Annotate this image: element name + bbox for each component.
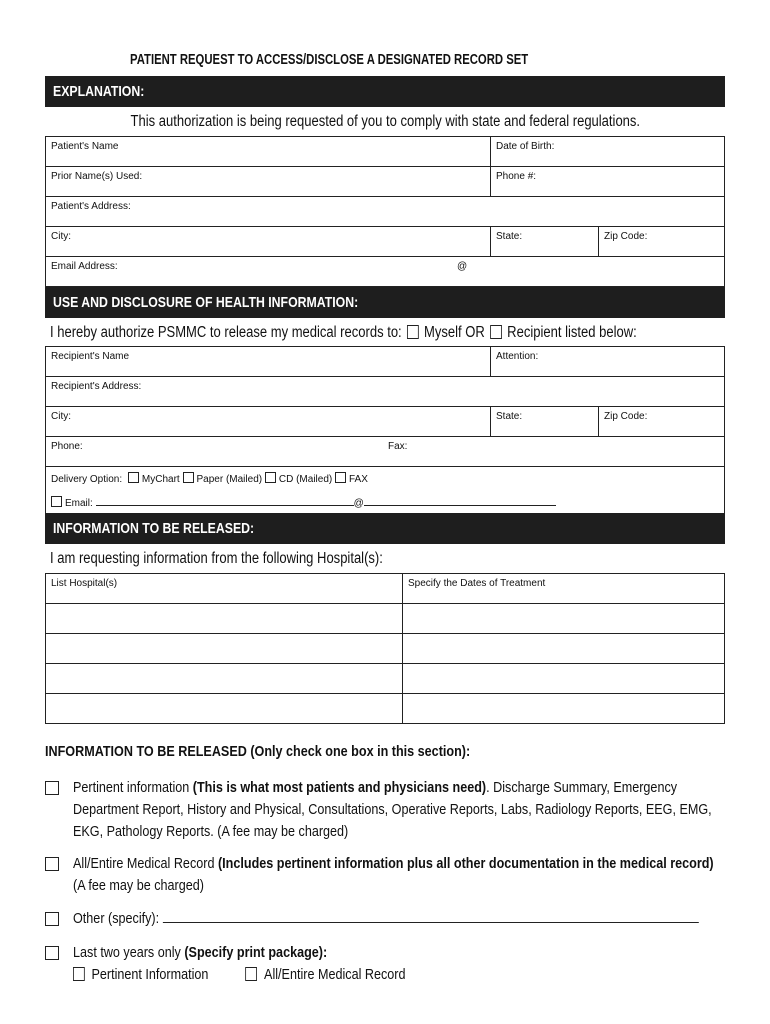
authorize-text: I hereby authorize PSMMC to release my medical records to: (50, 324, 402, 341)
recipient-state-field[interactable]: State: (490, 407, 598, 436)
attention-field[interactable]: Attention: (490, 347, 724, 376)
prior-names-field[interactable]: Prior Name(s) Used: (51, 171, 143, 182)
recipient-phone-field[interactable]: Phone: (51, 441, 83, 452)
patient-zip-field[interactable]: Zip Code: (598, 227, 724, 256)
email-user-line[interactable] (96, 505, 354, 506)
print-package-options (73, 964, 577, 986)
myself-checkbox[interactable] (407, 325, 419, 339)
print-pertinent-checkbox[interactable] (73, 967, 85, 981)
hospital-row (46, 694, 724, 723)
recipient-checkbox[interactable] (490, 325, 502, 339)
patient-name-row (46, 137, 724, 167)
recipient-address-row (46, 377, 724, 407)
email-domain-line[interactable] (364, 505, 556, 506)
prior-names-row (46, 167, 724, 197)
paper-label: Paper (Mailed) (196, 474, 263, 485)
email-at-sign: @ (457, 261, 468, 272)
delivery-row (46, 467, 724, 514)
recipient-label: Recipient listed below: (507, 324, 637, 341)
recipient-zip-field[interactable]: Zip Code: (598, 407, 724, 436)
hospital-row (46, 664, 724, 694)
cd-checkbox[interactable] (265, 472, 276, 483)
hospital-row (46, 634, 724, 664)
recipient-name-field[interactable]: Recipient's Name (51, 351, 130, 362)
entire-record-checkbox[interactable] (45, 857, 59, 871)
hospital-column-header: List Hospital(s) (51, 578, 118, 589)
authorize-line (50, 324, 730, 342)
print-pertinent-label: Pertinent Information (91, 966, 209, 983)
dob-field[interactable]: Date of Birth: (490, 137, 724, 166)
form-title: PATIENT REQUEST TO ACCESS/DISCLOSE A DESIGNATED RECORD SET (129, 52, 528, 68)
recipient-phone-row (46, 437, 724, 467)
explanation-text: This authorization is being requested of you to comply with state and federal regulations. (130, 113, 640, 130)
dates-column-header: Specify the Dates of Treatment (402, 574, 724, 603)
hospital-table (45, 573, 725, 724)
other-specify-line[interactable] (163, 908, 699, 923)
hospital-table-header (46, 574, 724, 604)
explanation-header: EXPLANATION: (45, 76, 725, 107)
hospital-cell[interactable] (46, 694, 402, 723)
fax-label: FAX (349, 474, 368, 485)
delivery-options (46, 467, 724, 514)
info-released-header: INFORMATION TO BE RELEASED: (45, 513, 725, 544)
dates-cell[interactable] (402, 634, 724, 663)
patient-email-field[interactable]: Email Address: @ (51, 261, 468, 272)
last-two-years-text: Last two years only (Specify print package): (73, 944, 328, 961)
patient-address-field[interactable]: Patient's Address: (51, 201, 131, 212)
hospital-cell[interactable] (46, 634, 402, 663)
other-checkbox[interactable] (45, 912, 59, 926)
print-entire-checkbox[interactable] (246, 967, 258, 981)
entire-record-text: All/Entire Medical Record (Includes pertinent information plus all other documentation in the medical record) (A fee may be charged) (73, 855, 714, 894)
print-entire-label: All/Entire Medical Record (264, 966, 406, 983)
patient-state-field[interactable]: State: (490, 227, 598, 256)
recipient-city-row (46, 407, 724, 437)
pertinent-text: Pertinent information (This is what most patients and physicians need). Discharge Summary, Emergency Department Report, History and Physical, Consultations, Operative Reports, Labs, Radiology Reports, EEG, EMG, EKG, Pathology Reports. (A fee may be charged) (73, 779, 712, 840)
entire-record-option (45, 853, 725, 899)
dates-cell[interactable] (402, 604, 724, 633)
address-row (46, 197, 724, 227)
recipient-fax-field[interactable]: Fax: (388, 441, 408, 452)
recipient-info-grid (45, 346, 725, 515)
hospital-row (46, 604, 724, 634)
mychart-checkbox[interactable] (128, 472, 139, 483)
city-row (46, 227, 724, 257)
options-heading: INFORMATION TO BE RELEASED (Only check one box in this section): (45, 743, 471, 760)
fax-checkbox[interactable] (335, 472, 346, 483)
recipient-city-field[interactable]: City: (51, 411, 71, 422)
delivery-line (51, 472, 724, 485)
email-delivery-label: Email: (65, 498, 93, 509)
paper-checkbox[interactable] (183, 472, 194, 483)
phone-field[interactable]: Phone #: (490, 167, 724, 196)
hospital-cell[interactable] (46, 604, 402, 633)
email-delivery-at: @ (353, 498, 364, 509)
cd-label: CD (Mailed) (278, 474, 333, 485)
patient-name-field[interactable]: Patient's Name (51, 141, 119, 152)
last-two-years-option (45, 942, 725, 990)
dates-cell[interactable] (402, 664, 724, 693)
recipient-address-field[interactable]: Recipient's Address: (51, 381, 142, 392)
other-text: Other (specify): (73, 908, 728, 930)
hospital-cell[interactable] (46, 664, 402, 693)
email-delivery-line (51, 496, 724, 509)
use-disclosure-header: USE AND DISCLOSURE OF HEALTH INFORMATION: (45, 287, 725, 318)
recipient-name-row (46, 347, 724, 377)
myself-label: Myself OR (424, 324, 485, 341)
mychart-label: MyChart (141, 474, 180, 485)
delivery-label: Delivery Option: (51, 474, 123, 485)
email-checkbox[interactable] (51, 496, 62, 507)
email-row (46, 257, 724, 286)
pertinent-checkbox[interactable] (45, 781, 59, 795)
patient-city-field[interactable]: City: (51, 231, 71, 242)
hospital-request-text: I am requesting information from the following Hospital(s): (50, 550, 383, 567)
other-option (45, 908, 725, 932)
patient-info-grid (45, 136, 725, 287)
dates-cell[interactable] (402, 694, 724, 723)
pertinent-option (45, 777, 725, 845)
last-two-years-checkbox[interactable] (45, 946, 59, 960)
